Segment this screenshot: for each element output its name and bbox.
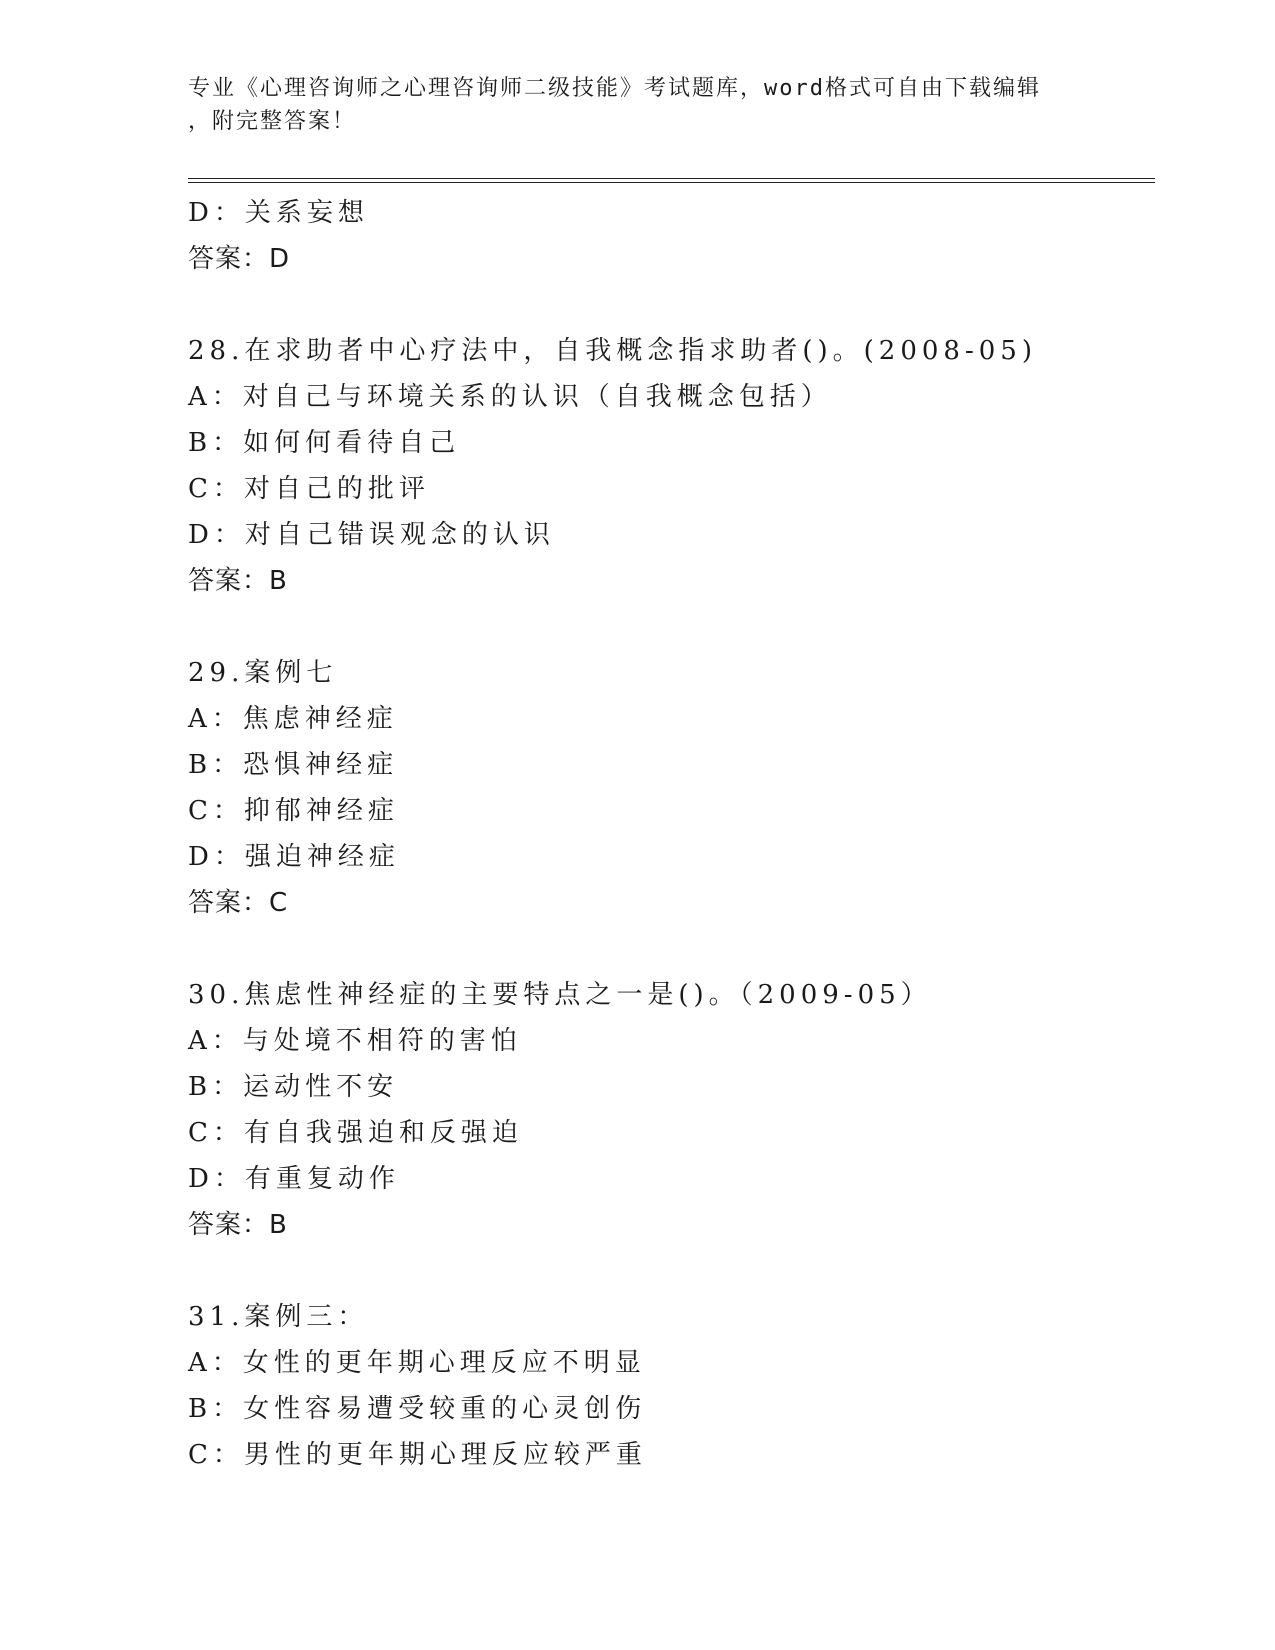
option-b: B：运动性不安 — [188, 1072, 399, 1102]
option-a: A：与处境不相符的害怕 — [188, 1026, 522, 1056]
spacer — [188, 282, 1155, 328]
question-stem: 30.焦虑性神经症的主要特点之一是()。（2009-05） — [188, 980, 932, 1010]
option-b: B：恐惧神经症 — [188, 750, 399, 780]
question-30 — [188, 972, 1155, 1248]
question-stem: 28.在求助者中心疗法中，自我概念指求助者()。(2008-05) — [188, 336, 1037, 366]
question-stem: 31.案例三： — [188, 1302, 369, 1332]
option-c: C：抑郁神经症 — [188, 796, 399, 826]
answer-line: 答案：D — [188, 244, 291, 274]
question-31 — [188, 1294, 1155, 1478]
answer-line: 答案：B — [188, 1210, 288, 1240]
header-title-line: 专业《心理咨询师之心理咨询师二级技能》考试题库，word格式可自由下载编辑 — [188, 76, 1041, 101]
spacer — [188, 604, 1155, 650]
spacer — [188, 926, 1155, 972]
option-d: D：对自己错误观念的认识 — [188, 520, 555, 550]
option-d: D：有重复动作 — [188, 1164, 400, 1194]
question-list — [188, 190, 1155, 1478]
header-title-line-continued: ，附完整答案！ — [188, 109, 357, 134]
answer-line: 答案：C — [188, 888, 289, 918]
option-a: A：对自己与环境关系的认识（自我概念包括） — [188, 382, 832, 412]
answer-line: 答案：B — [188, 566, 288, 596]
question-29 — [188, 650, 1155, 926]
option-c: C：男性的更年期心理反应较严重 — [188, 1440, 647, 1470]
header-divider-top — [188, 178, 1155, 179]
document-header — [188, 72, 1088, 138]
header-divider-bottom — [188, 182, 1155, 183]
option-c: C：有自我强迫和反强迫 — [188, 1118, 523, 1148]
question-28 — [188, 328, 1155, 604]
question-stem: 29.案例七 — [188, 658, 338, 688]
option-a: A：女性的更年期心理反应不明显 — [188, 1348, 646, 1378]
option-c: C：对自己的批评 — [188, 474, 430, 504]
option-d: D：强迫神经症 — [188, 842, 400, 872]
option-b: B：女性容易遭受较重的心灵创伤 — [188, 1394, 647, 1424]
option-b: B：如何何看待自己 — [188, 428, 461, 458]
option-a: A：焦虑神经症 — [188, 704, 398, 734]
spacer — [188, 1248, 1155, 1294]
option-d: D：关系妄想 — [188, 198, 369, 228]
